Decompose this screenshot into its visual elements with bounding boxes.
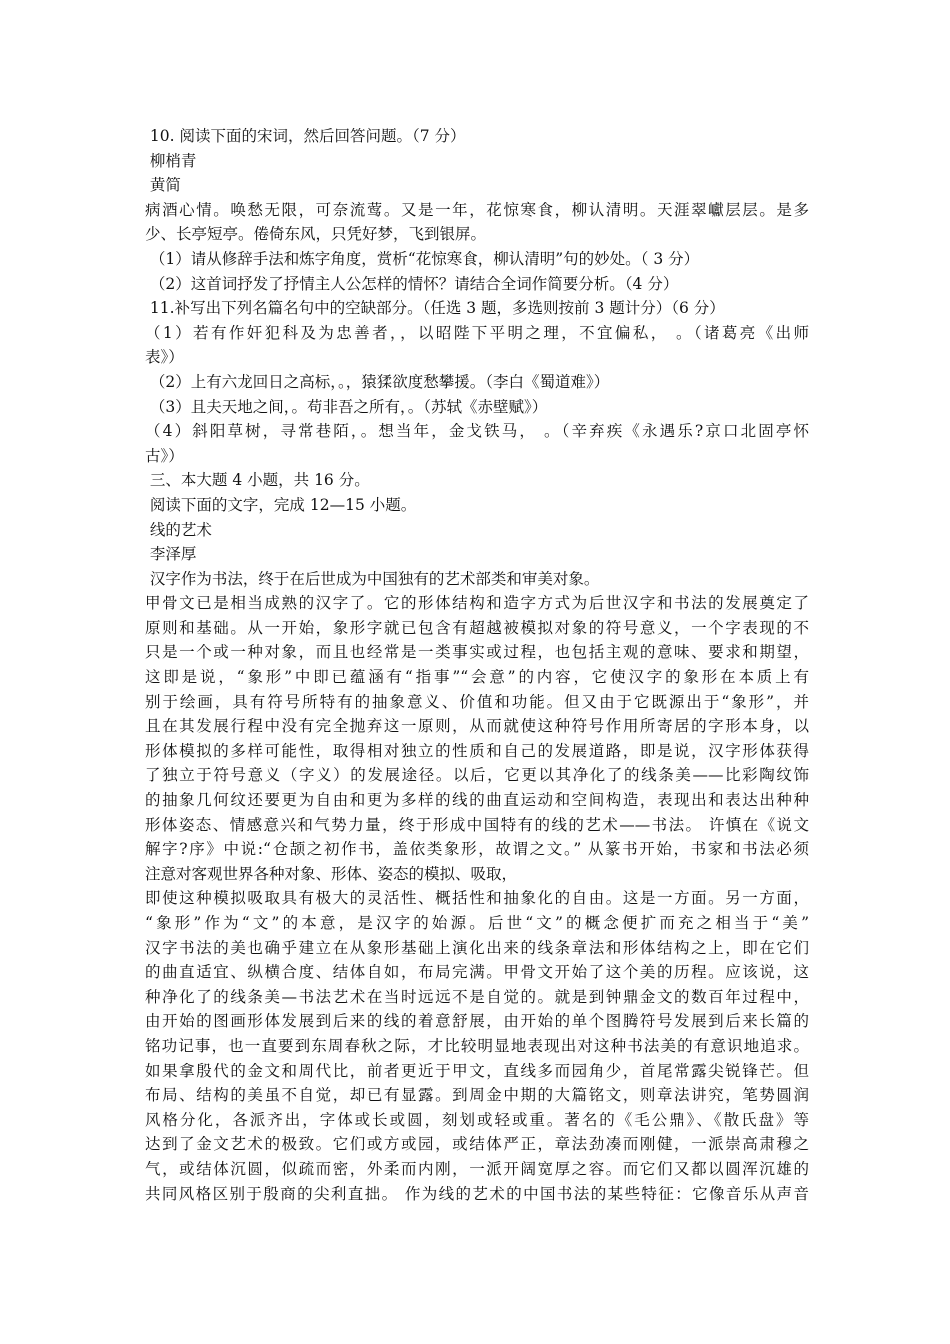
text-line: （1）若有作奸犯科及为忠善者，，以昭陛下平明之理，不宜偏私， 。（诸葛亮《出师 — [145, 323, 809, 342]
text-line: （3）且夫天地之间，。苟非吾之所有，。（苏轼《赤壁赋》） — [145, 397, 548, 416]
text-line: 注意对客观世界各种对象、形体、姿态的模拟、吸取， — [145, 864, 518, 883]
text-line: 病酒心情。唤愁无限，可奈流莺。又是一年，花惊寒食，柳认清明。天涯翠巘层层。是多 — [145, 200, 809, 219]
text-line: 柳梢青 — [145, 151, 197, 170]
text-line: 10. 阅读下面的宋词，然后回答问题。（7 分） — [145, 127, 466, 145]
text-line: 三、本大题 4 小题，共 16 分。 — [145, 471, 370, 490]
text-line: “象形”作为“文”的本意，是汉字的始源。后世“文”的概念便扩而充之相当于“美” — [145, 914, 809, 932]
text-line: 汉字作为书法，终于在后世成为中国独有的艺术部类和审美对象。 — [145, 569, 600, 588]
text-line: 如果拿殷代的金文和周代比，前者更近于甲文，直线多而园角少，首尾常露尖锐锋芒。但 — [145, 1061, 809, 1080]
text-line: 即使这种模拟吸取具有极大的灵活性、概括性和抽象化的自由。这是一方面。另一方面， — [145, 889, 809, 908]
text-line: 黄简 — [145, 176, 181, 195]
text-line: 气，或结体沉圆，似疏而密，外柔而内刚，一派开阔宽厚之容。而它们又都以圆浑沉雄的 — [145, 1159, 809, 1178]
text-line: 了独立于符号意义（字义）的发展途径。以后，它更以其净化了的线条美——比彩陶纹饰 — [145, 766, 809, 785]
text-line: 达到了金文艺术的极致。它们或方或园，或结体严正，章法劲凑而刚健，一派崇高肃穆之 — [145, 1135, 809, 1154]
text-line: 汉字书法的美也确乎建立在从象形基础上演化出来的线条章法和形体结构之上，即在它们 — [145, 938, 809, 957]
text-line: （4）斜阳草树，寻常巷陌，。想当年，金戈铁马， 。（辛弃疾《永遇乐?京口北固亭怀 — [145, 422, 809, 441]
text-line: 的抽象几何纹还要更为自由和更为多样的线的曲直运动和空间构造，表现出和表达出种种 — [145, 791, 809, 810]
document-page — [145, 124, 809, 1206]
text-line: 原则和基础。从一开始，象形字就已包含有超越被模拟对象的符号意义，一个字表现的不 — [145, 618, 809, 637]
text-line: 解字?序》中说:“仓颉之初作书，盖依类象形，故谓之文。” 从篆书开始，书家和书法必须 — [145, 840, 809, 859]
text-line: 甲骨文已是相当成熟的汉字了。它的形体结构和造字方式为后世汉字和书法的发展奠定了 — [145, 594, 809, 613]
text-line: 古》） — [145, 446, 184, 465]
text-line: 布局、结构的美虽不自觉，却已有显露。到周金中期的大篇铭文，则章法讲究，笔势圆润 — [145, 1086, 809, 1105]
text-line: 共同风格区别于殷商的尖利直拙。 作为线的艺术的中国书法的某些特征：它像音乐从声音 — [145, 1184, 809, 1203]
text-line: 这即是说，“象形”中即已蕴涵有“指事”“会意”的内容，它使汉字的象形在本质上有 — [145, 668, 809, 687]
text-line: 的曲直适宜、纵横合度、结体自如，布局完满。甲骨文开始了这个美的历程。应该说，这 — [145, 963, 809, 982]
text-line: 线的艺术 — [145, 520, 212, 539]
text-line: （2）上有六龙回日之高标，。，猿猱欲度愁攀援。（李白《蜀道难》） — [145, 372, 610, 391]
text-line: （2）这首词抒发了抒情主人公怎样的情怀？请结合全词作简要分析。（4 分） — [145, 274, 679, 293]
text-line: 铭功记事，也一直要到东周春秋之际，才比较明显地表现出对这种书法美的有意识地追求。 — [145, 1036, 809, 1055]
text-line: 11.补写出下列名篇名句中的空缺部分。（任选 3 题，多选则按前 3 题计分）（6 分） — [145, 299, 725, 318]
text-line: 种净化了的线条美—书法艺术在当时远远不是自觉的。就是到钟鼎金文的数百年过程中， — [145, 987, 809, 1006]
text-line: 李泽厚 — [145, 545, 197, 564]
text-line: 形体姿态、情感意兴和气势力量，终于形成中国特有的线的艺术——书法。 许慎在《说文 — [145, 815, 809, 834]
text-line: （1）请从修辞手法和炼字角度，赏析“花惊寒食，柳认清明”句的妙处。（ 3 分） — [145, 249, 700, 268]
text-line: 表》） — [145, 348, 184, 367]
text-line: 少、长亭短亭。倦倚东风，只凭好梦，飞到银屏。 — [145, 225, 487, 244]
text-line: 风格分化，各派齐出，字体或长或圆，刻划或轻或重。著名的《毛公鼎》、《散氏盘》等 — [145, 1110, 809, 1129]
text-line: 形体模拟的多样可能性，取得相对独立的性质和自己的发展道路，即是说，汉字形体获得 — [145, 741, 809, 760]
text-line: 别于绘画，具有符号所特有的抽象意义、价值和功能。但又由于它既源出于“象形”，并 — [145, 692, 809, 711]
text-line: 且在其发展行程中没有完全抛弃这一原则，从而就使这种符号作用所寄居的字形本身，以 — [145, 717, 809, 736]
text-line: 阅读下面的文字，完成 12—15 小题。 — [145, 495, 417, 514]
text-line: 只是一个或一种对象，而且也经常是一类事实或过程，也包括主观的意味、要求和期望， — [145, 643, 809, 662]
text-line: 由开始的图画形体发展到后来的线的着意舒展，由开始的单个图腾符号发展到后来长篇的 — [145, 1012, 809, 1031]
